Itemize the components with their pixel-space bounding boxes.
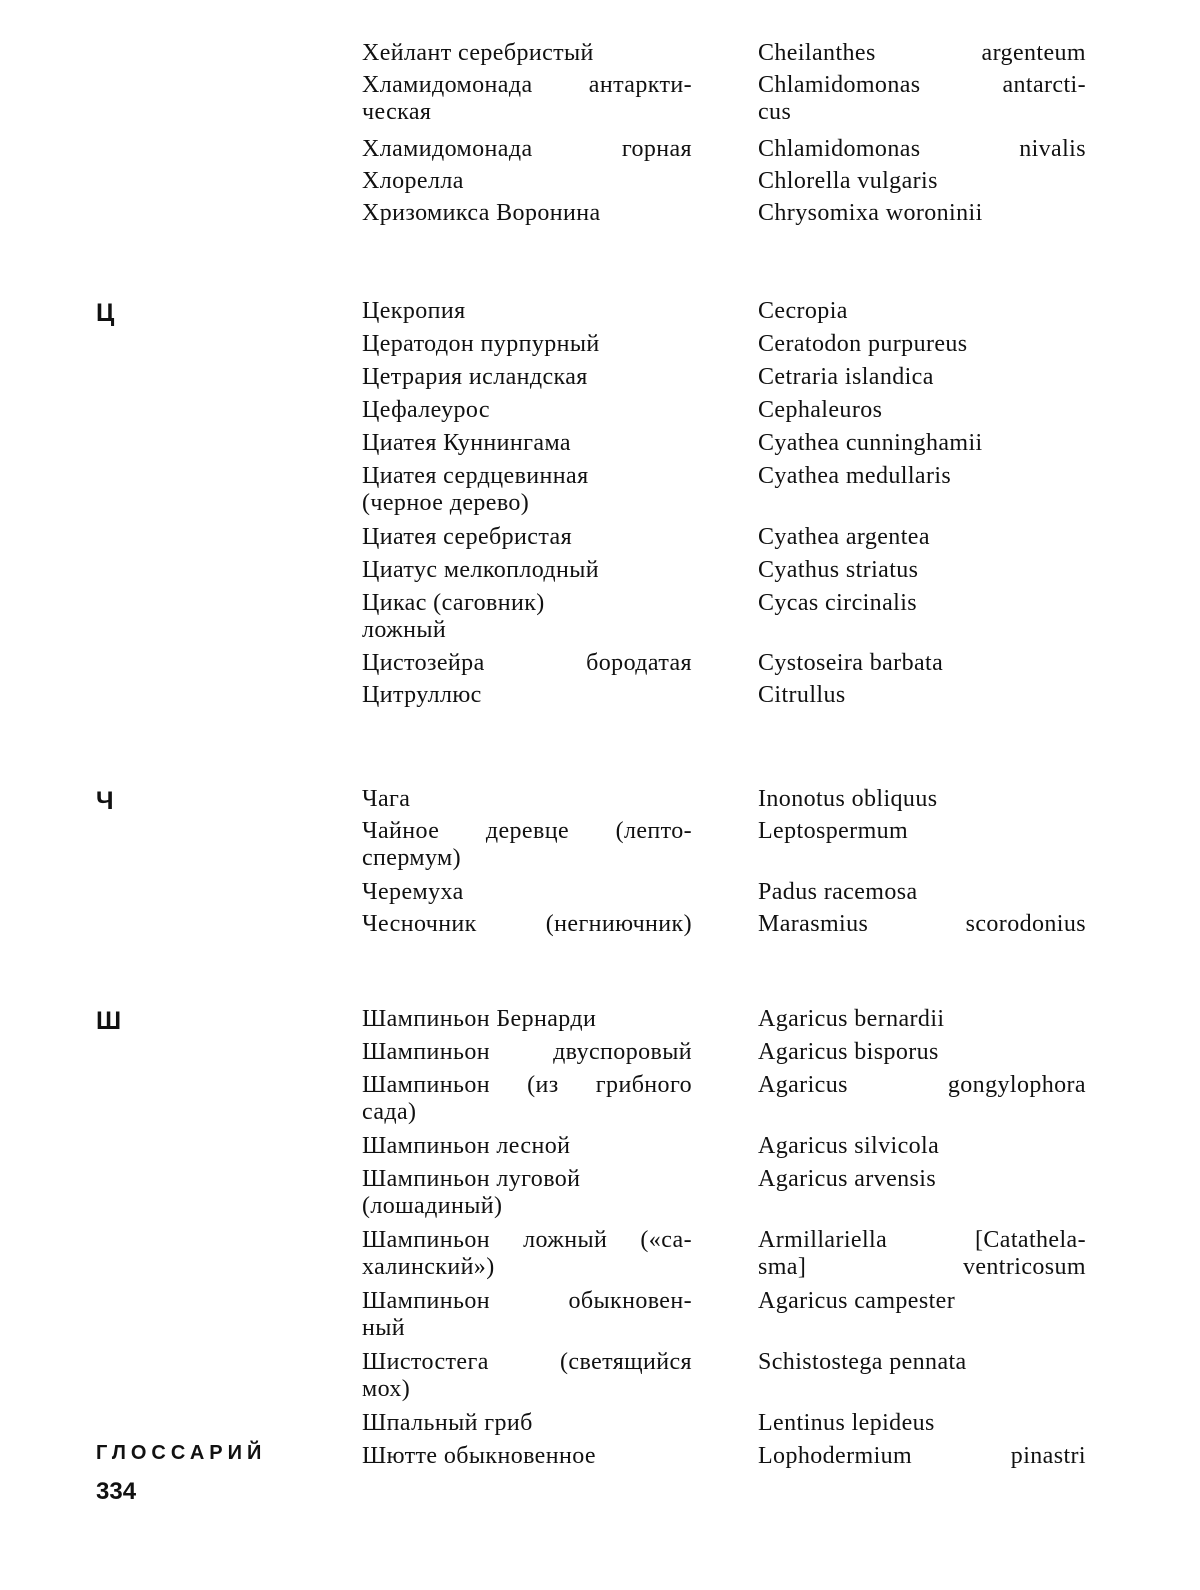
russian-name-line: Хламидомонада горная — [362, 136, 692, 162]
russian-name — [362, 786, 692, 813]
latin-name-line: Lophodermium pinastri — [758, 1443, 1086, 1469]
latin-name — [758, 397, 1086, 424]
latin-name-line: Agaricus bernardii — [758, 1006, 945, 1032]
russian-name-line: ложный — [362, 617, 447, 643]
russian-name-line: Циатея сердцевинная — [362, 463, 589, 489]
russian-name — [362, 430, 692, 457]
russian-name — [362, 879, 692, 906]
latin-name-line: Padus racemosa — [758, 879, 918, 905]
latin-name — [758, 200, 1086, 227]
russian-name — [362, 911, 692, 938]
russian-name-line: Черемуха — [362, 879, 464, 905]
russian-name-line: Шампиньон луговой — [362, 1166, 581, 1192]
latin-name-line: Cyathus striatus — [758, 557, 919, 583]
latin-name-line: Agaricus bisporus — [758, 1039, 939, 1065]
latin-name — [758, 298, 1086, 325]
russian-name — [362, 1443, 692, 1470]
latin-name-line: Cyathea argentea — [758, 524, 930, 550]
russian-name-line: Шистостега (светящийся — [362, 1349, 692, 1375]
russian-name-line: Цетрария исландская — [362, 364, 588, 390]
russian-name — [362, 1288, 692, 1342]
latin-name — [758, 590, 1086, 617]
latin-name — [758, 682, 1086, 709]
latin-name-line: Cheilanthes argenteum — [758, 40, 1086, 66]
latin-name-line: Agaricus silvicola — [758, 1133, 940, 1159]
latin-name — [758, 1072, 1086, 1099]
russian-name-line: ческая — [362, 99, 432, 125]
latin-name-line: Marasmius scorodonius — [758, 911, 1086, 937]
russian-name — [362, 1006, 692, 1033]
russian-name — [362, 590, 692, 644]
glossary-footer-title: ГЛОССАРИЙ — [96, 1442, 267, 1464]
latin-name — [758, 557, 1086, 584]
russian-name-line: халинский») — [362, 1254, 495, 1280]
russian-name-line: Цефалеурос — [362, 397, 490, 423]
russian-name — [362, 168, 692, 195]
russian-name-line: спермум) — [362, 845, 462, 871]
russian-name — [362, 463, 692, 517]
russian-name — [362, 1133, 692, 1160]
russian-name-line: Шампиньон ложный («са- — [362, 1227, 692, 1253]
russian-name-line: сада) — [362, 1099, 417, 1125]
russian-name — [362, 298, 692, 325]
russian-name — [362, 1227, 692, 1281]
latin-name-line: Citrullus — [758, 682, 846, 708]
latin-name — [758, 463, 1086, 490]
russian-name — [362, 40, 692, 67]
russian-name-line: Цекропия — [362, 298, 466, 324]
latin-name-line: Cecropia — [758, 298, 848, 324]
latin-name — [758, 818, 1086, 845]
russian-name — [362, 397, 692, 424]
latin-name-line: Agaricus campester — [758, 1288, 956, 1314]
russian-name — [362, 1410, 692, 1437]
russian-name-line: Цикас (саговник) — [362, 590, 545, 616]
latin-name-line: Cyathea cunninghamii — [758, 430, 983, 456]
russian-name-line: ный — [362, 1315, 406, 1341]
russian-name — [362, 524, 692, 551]
russian-name-line: Шютте обыкновенное — [362, 1443, 596, 1469]
latin-name — [758, 524, 1086, 551]
latin-name-line: Cycas circinalis — [758, 590, 918, 616]
latin-name-line: Chrysomixa woroninii — [758, 200, 983, 226]
russian-name-line: Шпальный гриб — [362, 1410, 533, 1436]
russian-name-line: Хейлант серебристый — [362, 40, 594, 66]
latin-name-line: Schistostega pennata — [758, 1349, 967, 1375]
latin-name-line: cus — [758, 99, 792, 125]
latin-name — [758, 1006, 1086, 1033]
russian-name-line: Чайное деревце (лепто- — [362, 818, 692, 844]
latin-name — [758, 331, 1086, 358]
latin-name — [758, 1227, 1086, 1281]
russian-name-line: Чага — [362, 786, 411, 812]
latin-name-line: Agaricus gongylophora — [758, 1072, 1086, 1098]
russian-name-line: Хризомикса Воронина — [362, 200, 601, 226]
latin-name — [758, 1443, 1086, 1470]
russian-name — [362, 650, 692, 677]
russian-name — [362, 136, 692, 163]
latin-name — [758, 786, 1086, 813]
russian-name-line: Шампиньон Бернарди — [362, 1006, 597, 1032]
russian-name — [362, 682, 692, 709]
latin-name — [758, 650, 1086, 677]
russian-name-line: Циатея серебристая — [362, 524, 573, 550]
section-letter: Ш — [96, 1007, 122, 1035]
russian-name-line: Шампиньон лесной — [362, 1133, 571, 1159]
russian-name — [362, 818, 692, 872]
russian-name-line: Цератодон пурпурный — [362, 331, 600, 357]
russian-name-line: мох) — [362, 1376, 411, 1402]
latin-name-line: Leptospermum — [758, 818, 909, 844]
russian-name-line: Шампиньон (из грибного — [362, 1072, 692, 1098]
russian-name-line: Циатея Куннингама — [362, 430, 571, 456]
russian-name — [362, 1349, 692, 1403]
latin-name-line: Chlorella vulgaris — [758, 168, 938, 194]
russian-name-line: Шампиньон двуспоровый — [362, 1039, 692, 1065]
russian-name-line: Хламидомонада антаркти- — [362, 72, 692, 98]
russian-name — [362, 200, 692, 227]
latin-name-line: Armillariella [Catathela- — [758, 1227, 1086, 1253]
latin-name-line: Agaricus arvensis — [758, 1166, 937, 1192]
russian-name-line: Чесночник (негниючник) — [362, 911, 692, 937]
latin-name — [758, 1166, 1086, 1193]
latin-name-line: Cetraria islandica — [758, 364, 934, 390]
russian-name — [362, 1072, 692, 1126]
russian-name-line: Цистозейра бородатая — [362, 650, 692, 676]
latin-name — [758, 168, 1086, 195]
russian-name — [362, 1039, 692, 1066]
latin-name — [758, 40, 1086, 67]
latin-name — [758, 1410, 1086, 1437]
latin-name — [758, 1039, 1086, 1066]
section-letter: Ч — [96, 787, 114, 815]
latin-name — [758, 1133, 1086, 1160]
russian-name-line: Шампиньон обыкновен- — [362, 1288, 692, 1314]
latin-name — [758, 72, 1086, 126]
page-number: 334 — [96, 1478, 137, 1505]
russian-name-line: Хлорелла — [362, 168, 464, 194]
latin-name — [758, 430, 1086, 457]
latin-name-line: sma] ventricosum — [758, 1254, 1086, 1280]
latin-name-line: Cystoseira barbata — [758, 650, 944, 676]
russian-name — [362, 1166, 692, 1220]
latin-name-line: Chlamidomonas nivalis — [758, 136, 1086, 162]
russian-name — [362, 72, 692, 126]
latin-name-line: Cephaleuros — [758, 397, 883, 423]
russian-name-line: Цитруллюс — [362, 682, 482, 708]
latin-name — [758, 1288, 1086, 1315]
section-letter: Ц — [96, 299, 115, 327]
latin-name-line: Lentinus lepideus — [758, 1410, 935, 1436]
latin-name-line: Cyathea medullaris — [758, 463, 952, 489]
russian-name-line: Циатус мелкоплодный — [362, 557, 600, 583]
russian-name — [362, 557, 692, 584]
latin-name — [758, 879, 1086, 906]
russian-name — [362, 331, 692, 358]
latin-name — [758, 136, 1086, 163]
latin-name-line: Chlamidomonas antarcti- — [758, 72, 1086, 98]
latin-name — [758, 911, 1086, 938]
latin-name — [758, 364, 1086, 391]
russian-name — [362, 364, 692, 391]
russian-name-line: (черное дерево) — [362, 490, 530, 516]
latin-name-line: Inonotus obliquus — [758, 786, 938, 812]
latin-name-line: Ceratodon purpureus — [758, 331, 968, 357]
latin-name — [758, 1349, 1086, 1376]
russian-name-line: (лошадиный) — [362, 1193, 503, 1219]
